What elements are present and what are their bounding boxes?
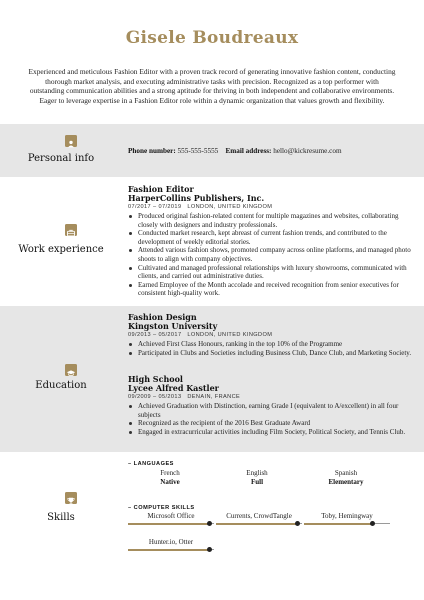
- candidate-name: Gisele Boudreaux: [125, 28, 299, 48]
- personal-info-title: Personal info: [27, 153, 95, 164]
- email-label: Email address:: [225, 147, 272, 155]
- skill-bar: [128, 549, 214, 550]
- graduation-cap-icon: [65, 364, 77, 376]
- skill-level-dot: [207, 521, 212, 526]
- list-item: Conducted market research, kept abreast of current fashion trends, and contributed to the development of weekly editorial stories.: [128, 229, 413, 246]
- languages-heading: – LANGUAGES: [128, 461, 174, 467]
- briefcase-icon: [65, 224, 77, 236]
- computer-skills-heading: – COMPUTER SKILLS: [128, 505, 195, 511]
- language-item: [301, 469, 391, 486]
- skill-bar: [216, 523, 302, 524]
- skill-name: Hunter.io, Otter: [148, 538, 194, 546]
- list-item: Engaged in extracurricular activities including Film Society, Political Society, and Tennis Club.: [128, 428, 413, 437]
- degree-title: High School: [128, 374, 183, 384]
- phone-value: 555-555-5555: [177, 147, 219, 155]
- job-title: Fashion Editor: [128, 184, 194, 194]
- skill-item: [216, 512, 302, 524]
- list-item: Achieved Graduation with Distinction, earning Grade I (equivalent to A/excellent) in all four subjects: [128, 402, 413, 419]
- language-level: Elementary: [328, 478, 364, 486]
- list-item: Produced original fashion-related content for multiple magazines and websites, collaborating closely with designers and industry professionals.: [128, 212, 413, 229]
- person-icon: [65, 135, 77, 147]
- skill-level-dot: [295, 521, 300, 526]
- phone-label: Phone number:: [128, 147, 176, 155]
- email-value: hello@kickresume.com: [273, 147, 342, 155]
- list-item: Earned Employee of the Month accolade and received recognition from senior executives for consistent high-quality work.: [128, 281, 413, 298]
- language-name: French: [160, 469, 180, 477]
- skill-level-dot: [370, 521, 375, 526]
- job-company: HarperCollins Publishers, Inc.: [128, 193, 265, 203]
- list-item: Participated in Clubs and Societies including Business Club, Dance Club, and Marketing Society.: [128, 349, 413, 358]
- language-name: Spanish: [334, 469, 358, 477]
- skill-name: Microsoft Office: [147, 512, 195, 520]
- education-title: Education: [35, 380, 87, 391]
- skills-title: Skills: [47, 512, 75, 523]
- education-bullets: [128, 340, 413, 357]
- job-meta: [128, 204, 413, 210]
- education-location: DENAIN, FRANCE: [187, 394, 241, 400]
- skill-item: [304, 512, 390, 524]
- list-item: Recognized as the recipient of the 2016 Best Graduate Award: [128, 419, 413, 428]
- education-meta: [128, 332, 413, 338]
- school-name: Lycee Alfred Kastler: [128, 383, 219, 393]
- school-name: Kingston University: [128, 321, 218, 331]
- trophy-icon: [65, 492, 77, 504]
- contact-line: [128, 147, 418, 155]
- skill-item: [128, 512, 214, 524]
- skill-name: Toby, Hemingway: [321, 512, 373, 520]
- education-location: LONDON, UNITED KINGDOM: [187, 332, 273, 338]
- education-dates: 09/2009 – 05/2013: [128, 394, 182, 400]
- education-entry: [128, 374, 413, 436]
- profile-summary: Experienced and meticulous Fashion Editor with a proven track record of generating innovative fashion content, conducting thorough market analysis, and executing administrative tasks with precision. Recognized as a top performer with outstanding communication abilities and a strong aptitude for thriving in both independent and collaborative environments. Eager to leverage expertise in a Fashion Editor role within a dynamic organization that values growth and flexibility.: [28, 67, 396, 105]
- skill-name: Currents, CrowdTangle: [226, 512, 292, 520]
- language-item: [212, 469, 302, 486]
- job-dates: 07/2017 – 07/2019: [128, 204, 182, 210]
- job-bullets: [128, 212, 413, 298]
- skill-item: [128, 538, 214, 550]
- language-name: English: [246, 469, 268, 477]
- language-level: Full: [250, 478, 264, 486]
- education-bullets: [128, 402, 413, 436]
- job-entry: [128, 184, 413, 298]
- education-meta: [128, 394, 413, 400]
- education-entry: [128, 312, 413, 357]
- skill-bar: [304, 523, 390, 524]
- work-experience-title: Work experience: [18, 244, 104, 255]
- language-level: Native: [160, 478, 180, 486]
- degree-title: Fashion Design: [128, 312, 197, 322]
- skill-level-dot: [207, 547, 212, 552]
- list-item: Attended various fashion shows, promoted company across online platforms, and managed photo shoots to align with company objectives.: [128, 246, 413, 263]
- list-item: Cultivated and managed professional relationships with luxury showrooms, communicated with clients, and carried out administrative duties.: [128, 264, 413, 281]
- skill-bar: [128, 523, 214, 524]
- list-item: Achieved First Class Honours, ranking in the top 10% of the Programme: [128, 340, 413, 349]
- language-item: [125, 469, 215, 486]
- education-dates: 09/2013 – 05/2017: [128, 332, 182, 338]
- job-location: LONDON, UNITED KINGDOM: [187, 204, 273, 210]
